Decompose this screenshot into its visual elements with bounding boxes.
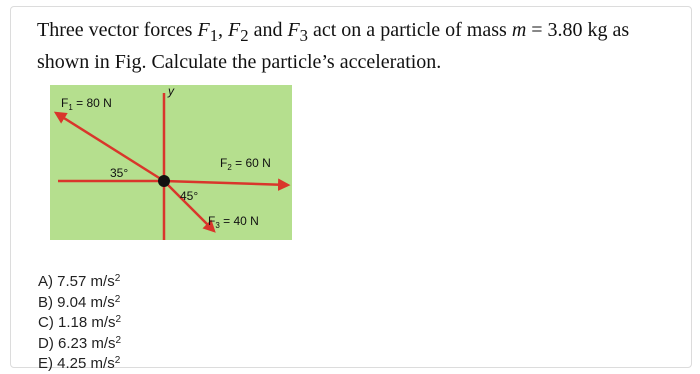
option-d[interactable]: D) 6.23 $m/s^2$	[38, 334, 122, 352]
mass-symbol: m	[511, 19, 527, 41]
angle-45-label: 45°	[180, 189, 199, 203]
f1-label: $F_1 = 80$ N	[61, 96, 112, 112]
f2-label: $F_2 = 60$ N	[220, 156, 271, 172]
option-a[interactable]: A) 7.57 $m/s^2$	[38, 273, 121, 290]
f2-symbol: F	[228, 19, 241, 41]
y-axis-label: y	[168, 85, 174, 98]
force-diagram	[50, 85, 292, 240]
force-diagram-svg	[50, 85, 292, 240]
option-c[interactable]: C) 1.18 $m/s^2$	[38, 314, 122, 331]
option-e[interactable]: E) 4.25 $m/s^2$	[38, 355, 121, 372]
f1-symbol: F	[197, 19, 210, 41]
answer-options	[38, 270, 121, 373]
question-text: Three vector forces $F_1$, $F_2$ and $F_3$ act on a particle of mass m = 3.80 kg as shown in Fig. Calculate the particle’s acceleration.	[37, 19, 630, 73]
f3-label: $F_3 = 40$ N	[208, 214, 259, 230]
f2-arrow	[164, 181, 288, 185]
particle	[158, 175, 170, 187]
option-b[interactable]: B) 9.04 $m/s^2$	[38, 293, 121, 311]
f3-symbol: F	[287, 19, 300, 41]
angle-35-label: 35°	[110, 166, 129, 180]
mass-value: = 3.80 kg	[526, 19, 608, 41]
